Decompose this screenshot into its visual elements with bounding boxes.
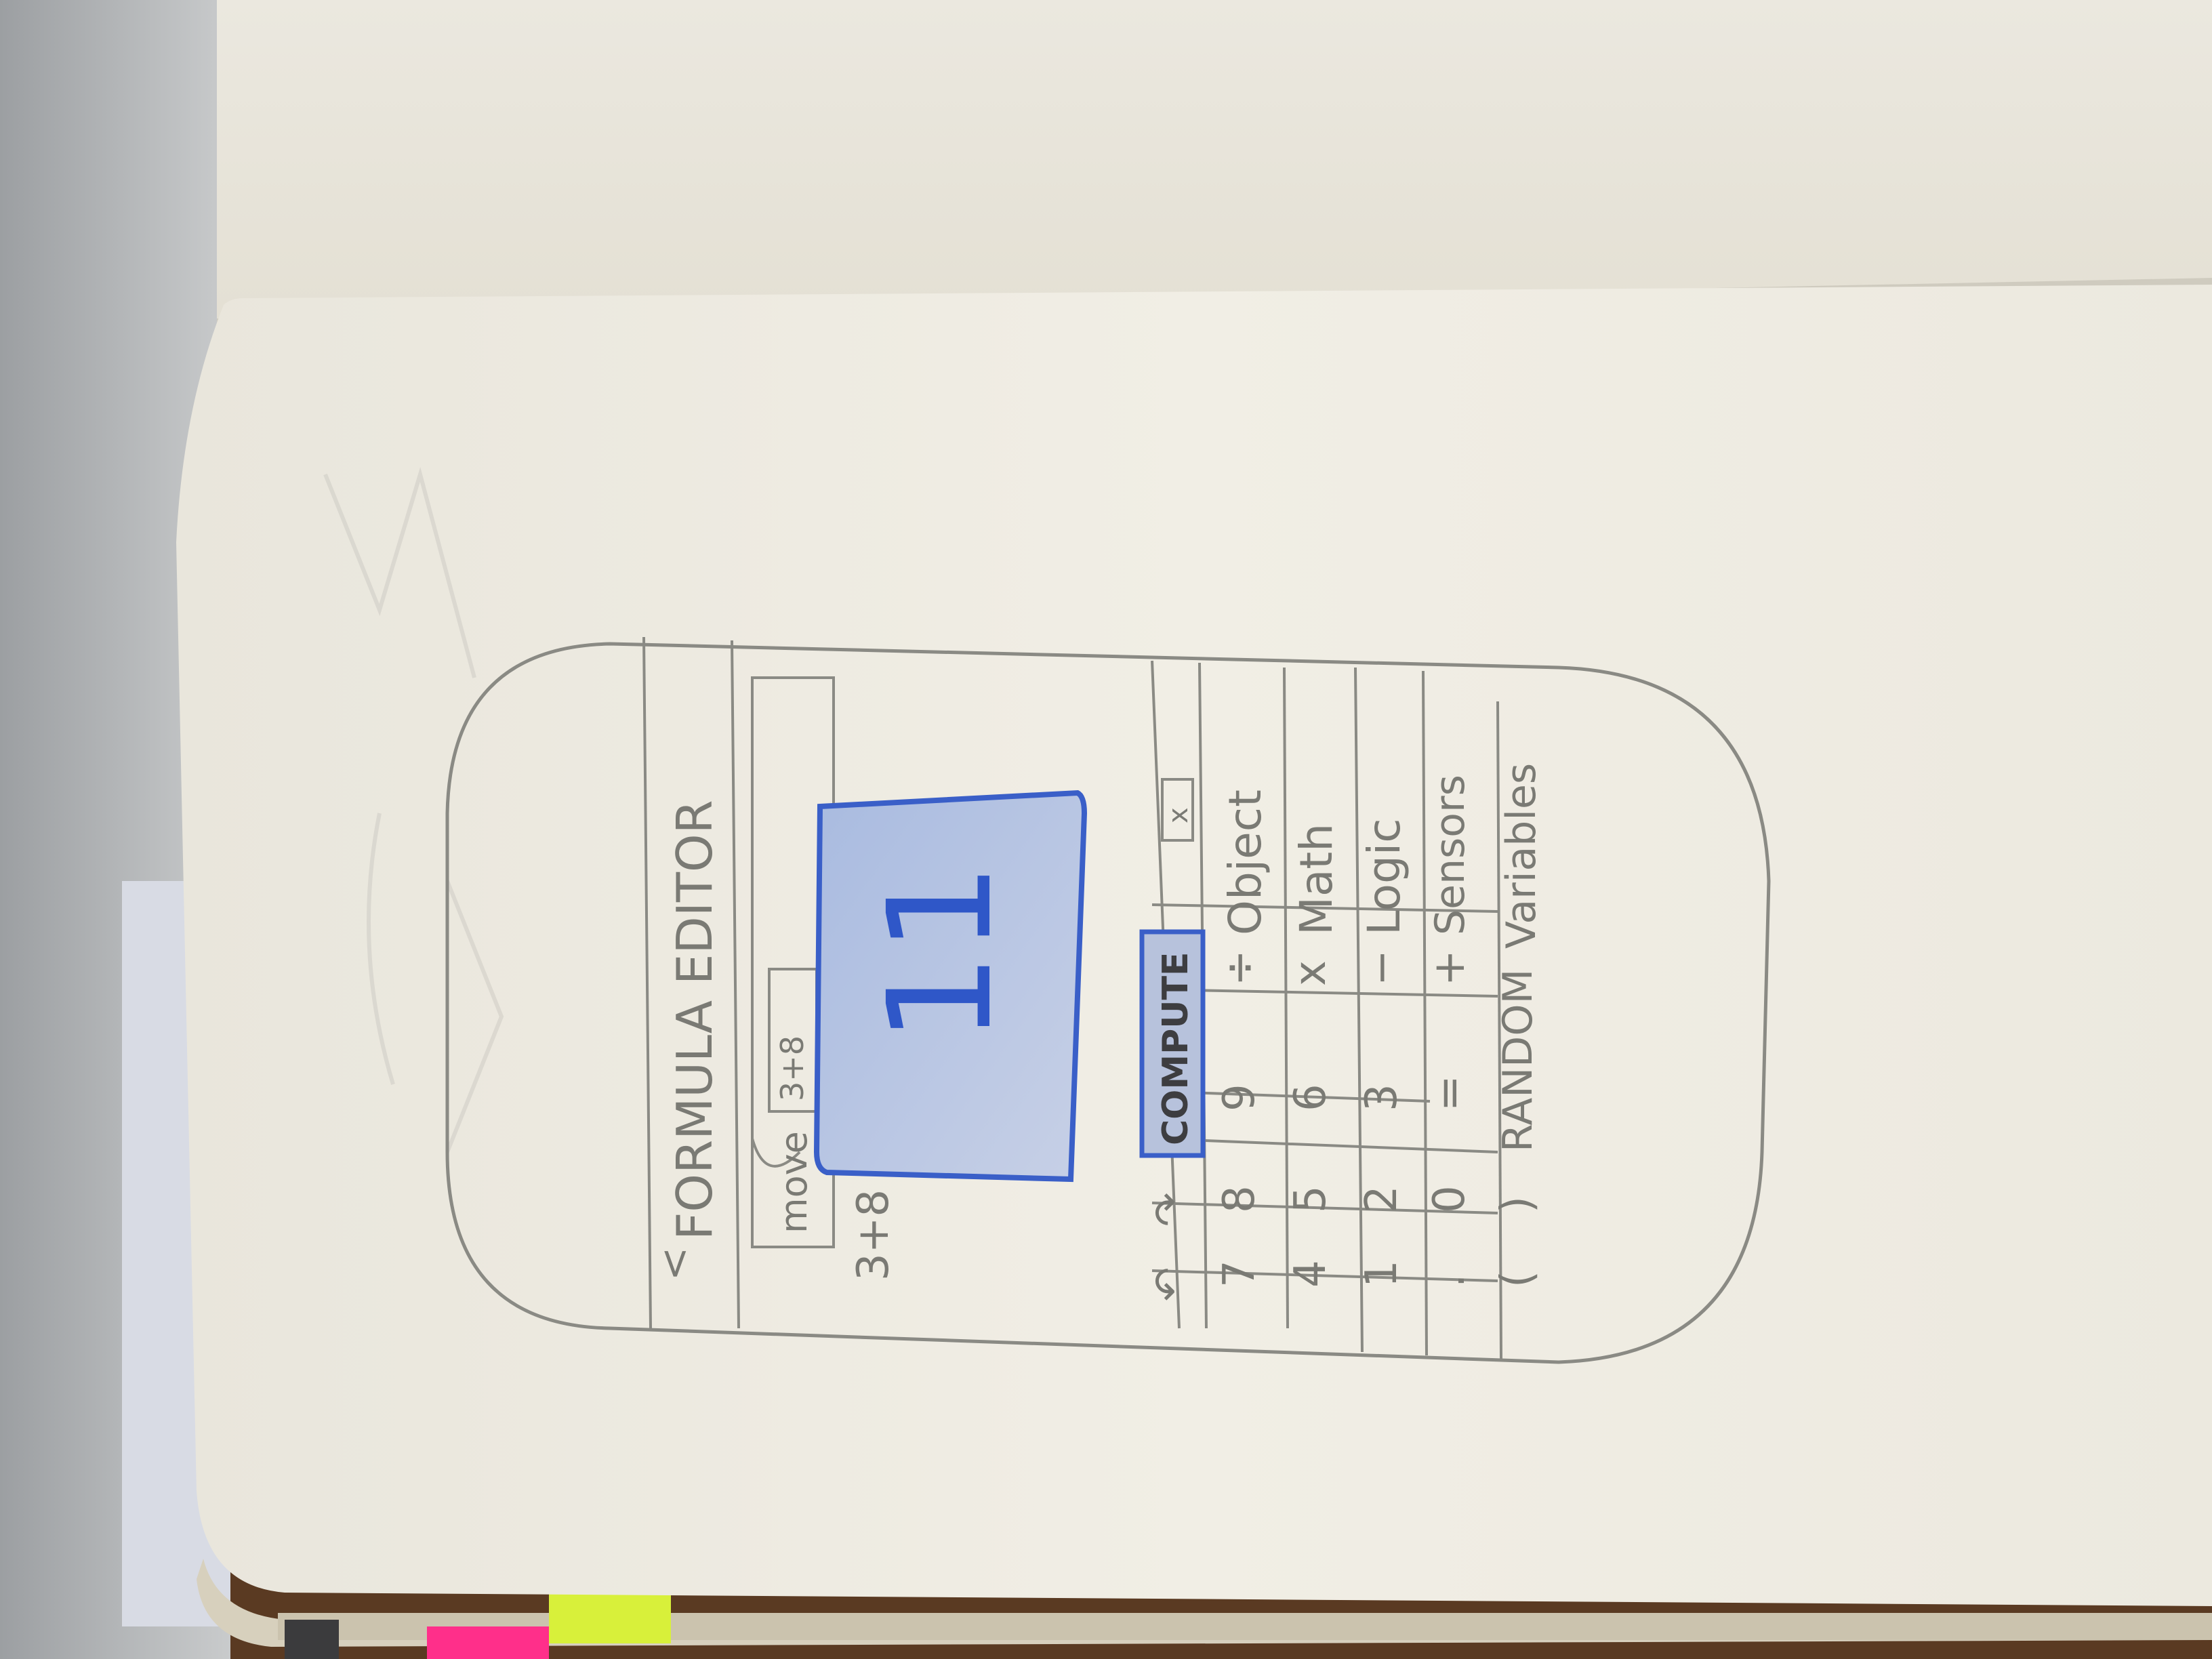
notebook-upper-page — [217, 0, 2212, 319]
key-8[interactable]: 8 — [1214, 1185, 1265, 1213]
category-object[interactable]: Object — [1219, 790, 1271, 935]
brick-value: 3+8 — [774, 1035, 811, 1101]
compute-label: COMPUTE — [1155, 951, 1196, 1145]
key-minus[interactable]: − — [1357, 949, 1407, 986]
key-close-paren[interactable]: ) — [1492, 1196, 1542, 1213]
key-4[interactable]: 4 — [1286, 1260, 1336, 1288]
category-sensors[interactable]: Sensors — [1427, 775, 1474, 935]
key-random[interactable]: RANDOM — [1494, 968, 1542, 1152]
key-decimal[interactable]: . — [1425, 1273, 1475, 1288]
key-equals[interactable]: = — [1425, 1075, 1475, 1111]
back-icon[interactable]: < — [651, 1246, 698, 1281]
redo-icon[interactable]: ↷ — [1145, 1192, 1193, 1227]
key-plus[interactable]: + — [1425, 949, 1475, 986]
key-multiply[interactable]: x — [1286, 960, 1336, 986]
undo-icon[interactable]: ↶ — [1145, 1267, 1193, 1301]
category-logic[interactable]: Logic — [1358, 818, 1410, 935]
key-6[interactable]: 6 — [1286, 1084, 1336, 1111]
delete-icon: x — [1163, 807, 1194, 823]
key-7[interactable]: 7 — [1214, 1260, 1265, 1288]
key-1[interactable]: 1 — [1357, 1260, 1407, 1288]
key-9[interactable]: 9 — [1214, 1084, 1265, 1111]
sticky-tab-pink — [427, 1626, 549, 1659]
brick-label: move — [773, 1131, 815, 1233]
formula-text[interactable]: 3+8 — [848, 1189, 899, 1281]
key-5[interactable]: 5 — [1286, 1185, 1336, 1213]
sticky-tab-yellow — [549, 1589, 671, 1643]
bookmark-ribbon — [285, 1620, 339, 1659]
result-popup — [817, 793, 1084, 1179]
page-title: FORMULA EDITOR — [666, 800, 723, 1240]
category-math[interactable]: Math — [1290, 823, 1343, 935]
key-2[interactable]: 2 — [1357, 1185, 1407, 1213]
key-0[interactable]: 0 — [1425, 1185, 1475, 1213]
category-variables[interactable]: Variables — [1498, 762, 1545, 949]
key-open-paren[interactable]: ( — [1492, 1271, 1542, 1288]
key-divide[interactable]: ÷ — [1214, 949, 1265, 986]
result-value: 11 — [857, 862, 1023, 1044]
key-3[interactable]: 3 — [1357, 1084, 1407, 1111]
